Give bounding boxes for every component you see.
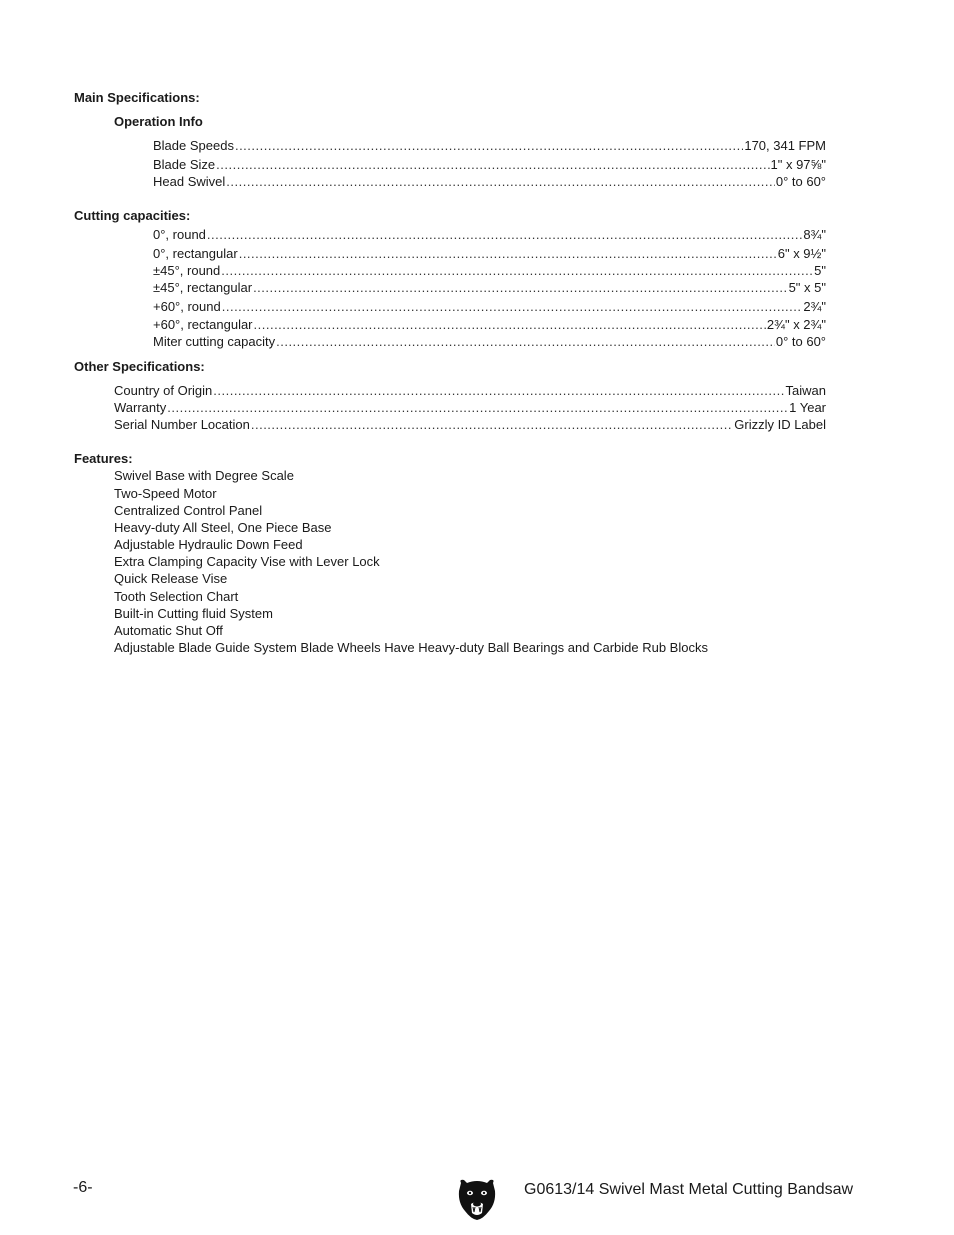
spec-label: Miter cutting capacity — [153, 334, 276, 349]
other-row-warranty — [114, 399, 826, 416]
spec-value: 0° to 60° — [775, 334, 826, 349]
spec-value: 8¾" — [803, 227, 826, 242]
spec-value: 2¾" x 2¾" — [766, 317, 826, 332]
feature-item: Swivel Base with Degree Scale — [114, 468, 294, 483]
feature-item: Quick Release Vise — [114, 571, 228, 586]
operation-info-heading: Operation Info — [114, 114, 203, 129]
dot-leader — [216, 156, 769, 173]
page-number: -6- — [73, 1179, 93, 1196]
spec-label: Country of Origin — [114, 383, 213, 398]
dot-leader — [253, 279, 788, 296]
grizzly-bear-head-icon — [457, 1177, 497, 1221]
spec-label: Serial Number Location — [114, 417, 250, 432]
feature-item: Extra Clamping Capacity Vise with Lever Lock — [114, 554, 380, 569]
capacity-row-45-rectangular — [153, 279, 826, 296]
other-specifications-heading: Other Specifications: — [74, 359, 205, 374]
feature-item: Built-in Cutting fluid System — [114, 606, 273, 621]
capacity-row-0-round — [153, 226, 826, 243]
document-title: G0613/14 Swivel Mast Metal Cutting Bandsaw — [524, 1181, 854, 1198]
dot-leader — [226, 173, 775, 190]
dot-leader — [235, 137, 743, 154]
spec-label: 0°, round — [153, 227, 206, 242]
main-specifications-heading: Main Specifications: — [74, 90, 200, 105]
feature-item: Heavy-duty All Steel, One Piece Base — [114, 520, 332, 535]
dot-leader — [213, 382, 784, 399]
spec-value: 1 Year — [789, 400, 826, 415]
spec-label: +60°, round — [153, 299, 221, 314]
feature-item: Centralized Control Panel — [114, 503, 263, 518]
spec-label: Blade Size — [153, 157, 216, 172]
dot-leader — [167, 399, 788, 416]
dot-leader — [254, 316, 766, 333]
dot-leader — [239, 245, 777, 262]
spec-label: 0°, rectangular — [153, 246, 238, 261]
spec-label: Blade Speeds — [153, 138, 234, 153]
other-row-country-of-origin — [114, 382, 826, 399]
spec-label: Warranty — [114, 400, 167, 415]
spec-value: 0° to 60° — [775, 174, 826, 189]
other-row-serial-number-location — [114, 416, 826, 433]
spec-label: ±45°, rectangular — [153, 280, 253, 295]
spec-value: 5" — [814, 263, 826, 278]
capacity-row-miter — [153, 333, 826, 350]
spec-label: +60°, rectangular — [153, 317, 253, 332]
dot-leader — [222, 298, 803, 315]
feature-item: Automatic Shut Off — [114, 623, 223, 638]
spec-value: 6" x 9½" — [777, 246, 826, 261]
spec-value: 1" x 97⅝" — [770, 157, 826, 172]
capacity-row-60-round — [153, 298, 826, 315]
feature-item: Tooth Selection Chart — [114, 589, 239, 604]
feature-item: Adjustable Blade Guide System Blade Wheels Have Heavy-duty Ball Bearings and Carbide Rub Blocks — [114, 640, 708, 655]
spec-value: Taiwan — [785, 383, 826, 398]
capacity-row-0-rectangular — [153, 245, 826, 262]
capacity-row-45-round — [153, 262, 826, 279]
dot-leader — [207, 226, 802, 243]
feature-item: Two-Speed Motor — [114, 486, 217, 501]
feature-item: Adjustable Hydraulic Down Feed — [114, 537, 303, 552]
dot-leader — [251, 416, 733, 433]
spec-row-blade-speeds — [153, 137, 826, 154]
spec-value: 5" x 5" — [788, 280, 826, 295]
spec-label: ±45°, round — [153, 263, 221, 278]
spec-row-blade-size — [153, 156, 826, 173]
spec-label: Head Swivel — [153, 174, 226, 189]
cutting-capacities-heading: Cutting capacities: — [74, 208, 191, 223]
spec-row-head-swivel — [153, 173, 826, 190]
dot-leader — [221, 262, 813, 279]
spec-value: 170, 341 FPM — [744, 138, 826, 153]
dot-leader — [276, 333, 775, 350]
capacity-row-60-rectangular — [153, 316, 826, 333]
spec-value: 2¾" — [803, 299, 826, 314]
features-heading: Features: — [74, 451, 133, 466]
spec-value: Grizzly ID Label — [734, 417, 826, 432]
